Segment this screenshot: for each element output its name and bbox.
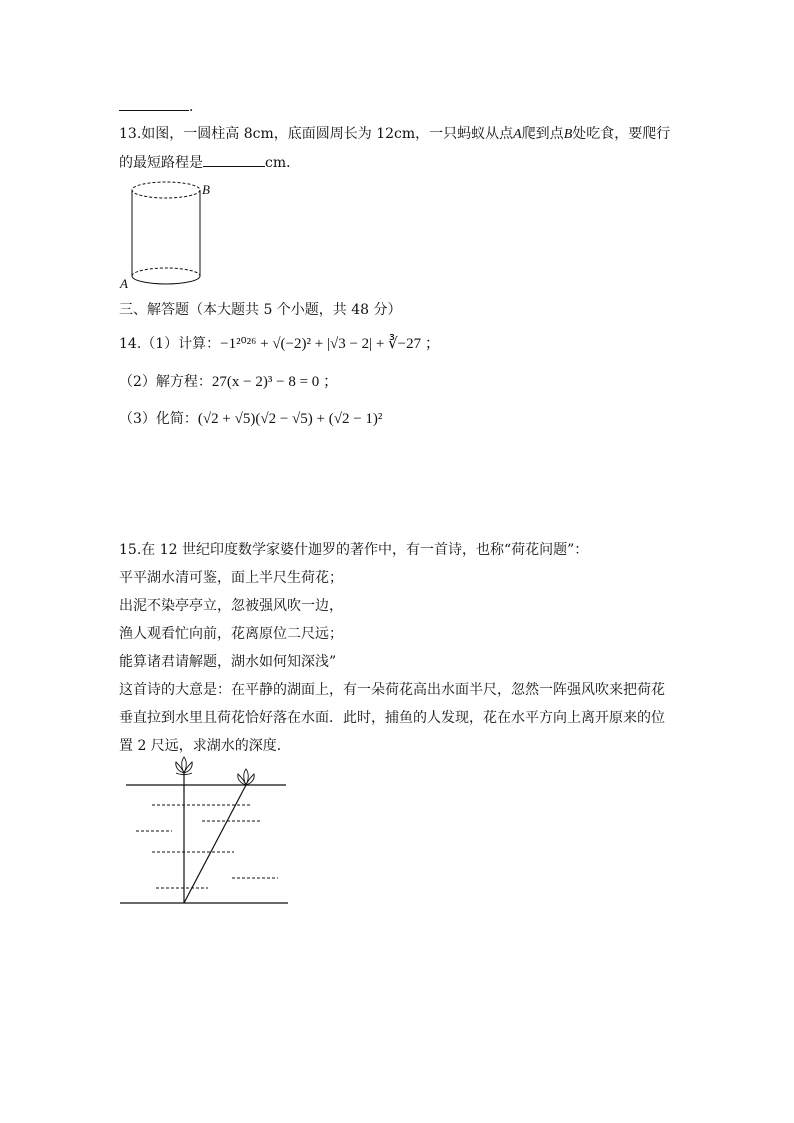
cylinder-figure: [118, 176, 218, 292]
water-dash-lines: [136, 805, 278, 888]
lotus-figure: [118, 755, 293, 910]
q15-desc-line: 置 2 尺远，求湖水的深度．: [119, 738, 291, 754]
q15-poem-line: 出泥不染亭亭立，忽被强风吹一边，: [119, 598, 343, 614]
top-answer-blank-line: .: [119, 96, 193, 117]
lotus-flower-icon: [176, 757, 192, 775]
q13-line1: 13.如图，一圆柱高 8cm，底面圆周长为 12cm，一只蚂蚁从点A爬到点B处吃食，要爬行: [119, 126, 671, 142]
q15-desc-line: 这首诗的大意是：在平静的湖面上，有一朵荷花高出水面半尺，忽然一阵强风吹来把荷花: [119, 682, 665, 698]
q14-part1: 14.（1）计算：−1²⁰²⁶ + √(−2)² + |√3 − 2| + ∛−27 ；: [119, 336, 440, 352]
q15-poem-line: 渔人观看忙向前，花离原位二尺远；: [119, 626, 343, 642]
q14-part2: （2）解方程：27(x − 2)³ − 8 = 0 ；: [119, 374, 339, 390]
cylinder-bottom-back-arc: [132, 268, 200, 276]
q15-desc-line: 垂直拉到水里且荷花恰好落在水面．此时，捕鱼的人发现，花在水平方向上离开原来的位: [119, 710, 665, 726]
answer-blank: [203, 152, 265, 167]
q13-line2: 的最短路程是 cm．: [119, 152, 300, 173]
slanted-stem-line: [184, 785, 246, 903]
label-A: A: [120, 276, 128, 291]
q15-intro: 15.在 12 世纪印度数学家婆什迦罗的著作中，有一首诗，也称“荷花问题”：: [119, 542, 589, 558]
answer-blank: [119, 96, 189, 111]
cylinder-top-ellipse: [132, 182, 200, 198]
label-B: B: [202, 182, 210, 197]
q15-poem-line: 平平湖水清可鉴，面上半尺生荷花；: [119, 570, 343, 586]
section3-title: 三、解答题（本大题共 5 个小题，共 48 分）: [119, 302, 402, 318]
q15-poem-line: 能算诸君请解题，湖水如何知深浅”: [119, 654, 337, 670]
fallen-lotus-flower-icon: [238, 769, 254, 785]
cylinder-bottom-front-arc: [132, 276, 200, 284]
q14-part3: （3）化简：(√2 + √5)(√2 − √5) + (√2 − 1)²: [119, 411, 383, 427]
